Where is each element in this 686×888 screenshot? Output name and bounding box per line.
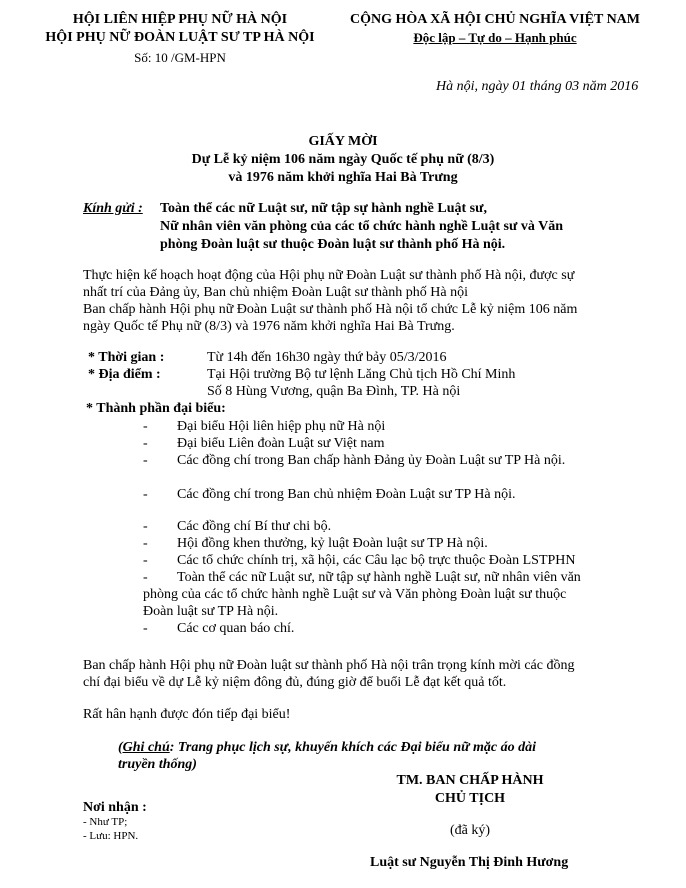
- time-label: * Thời gian :: [88, 350, 165, 365]
- list-dash: -: [143, 453, 148, 468]
- recipient-line-2: Nữ nhân viên văn phòng của các tổ chức hành nghề Luật sư và Văn: [160, 219, 564, 234]
- recipient-line-1: Toàn thể các nữ Luật sư, nữ tập sự hành nghề Luật sư,: [160, 201, 488, 216]
- list-item: Toàn thể các nữ Luật sư, nữ tập sự hành nghề Luật sư, nữ nhân viên văn: [177, 570, 581, 585]
- place-line-1: Tại Hội trường Bộ tư lệnh Lăng Chủ tịch Hồ Chí Minh: [207, 367, 516, 382]
- signature-title-2: CHỦ TỊCH: [434, 791, 506, 806]
- recipient-item: - Lưu: HPN.: [83, 830, 139, 842]
- participants-label: * Thành phần đại biểu:: [86, 401, 226, 416]
- welcome-line: Rất hân hạnh được đón tiếp đại biểu!: [83, 707, 291, 722]
- list-dash: -: [143, 436, 148, 451]
- list-dash: -: [143, 570, 148, 585]
- list-item: Hội đồng khen thưởng, kỷ luật Đoàn luật sư TP Hà nội.: [177, 536, 488, 551]
- place-line-2: Số 8 Hùng Vương, quận Ba Đình, TP. Hà nội: [207, 384, 461, 399]
- intro-line-3: Ban chấp hành Hội phụ nữ Đoàn Luật sư thành phố Hà nội tổ chức Lễ kỷ niệm 106 năm: [83, 302, 578, 317]
- list-item-continued: phòng của các tổ chức hành nghề Luật sư và Văn phòng Đoàn luật sư thuộc: [143, 587, 567, 602]
- motto: Độc lập – Tự do – Hạnh phúc: [413, 30, 577, 45]
- note-text-1: : Trang phục lịch sự, khuyến khích các Đại biểu nữ mặc áo dài: [169, 740, 537, 755]
- org-line-1: HỘI LIÊN HIỆP PHỤ NỮ HÀ NỘI: [72, 12, 288, 27]
- list-dash: -: [143, 621, 148, 636]
- title-sub-1: Dự Lễ kỷ niệm 106 năm ngày Quốc tế phụ nữ (8/3): [191, 152, 495, 167]
- recipients-label: Nơi nhận :: [83, 800, 147, 815]
- list-dash: -: [143, 553, 148, 568]
- list-item: Đại biểu Hội liên hiệp phụ nữ Hà nội: [177, 419, 386, 434]
- signed-mark: (đã ký): [449, 823, 491, 838]
- list-item: Các cơ quan báo chí.: [177, 621, 295, 636]
- list-item: Các đồng chí Bí thư chi bộ.: [177, 519, 332, 534]
- org-line-2: HỘI PHỤ NỮ ĐOÀN LUẬT SƯ TP HÀ NỘI: [45, 30, 315, 45]
- list-dash: -: [143, 487, 148, 502]
- recipient-line-3: phòng Đoàn luật sư thuộc Đoàn luật sư thành phố Hà nội.: [160, 237, 506, 252]
- nation-name: CỘNG HÒA XÃ HỘI CHỦ NGHĨA VIỆT NAM: [349, 12, 640, 27]
- list-dash: -: [143, 419, 148, 434]
- list-item: Các tổ chức chính trị, xã hội, các Câu lạc bộ trực thuộc Đoàn LSTPHN: [177, 553, 576, 568]
- title-sub-2: và 1976 năm khởi nghĩa Hai Bà Trưng: [228, 170, 458, 185]
- date-line: Hà nội, ngày 01 tháng 03 năm 2016: [436, 79, 639, 94]
- page-title: GIẤY MỜI: [308, 134, 378, 149]
- list-item: Các đồng chí trong Ban chủ nhiệm Đoàn Luật sư TP Hà nội.: [177, 487, 516, 502]
- recipient-label: Kính gửi :: [83, 201, 143, 216]
- note-label: (Ghi chú: [118, 740, 170, 755]
- list-item: Đại biểu Liên đoàn Luật sư Việt nam: [177, 436, 385, 451]
- list-dash: -: [143, 519, 148, 534]
- intro-line-1: Thực hiện kế hoạch hoạt động của Hội phụ nữ Đoàn Luật sư thành phố Hà nội, được sự: [83, 268, 575, 283]
- note-line-1: [118, 740, 536, 756]
- closing-line-1: Ban chấp hành Hội phụ nữ Đoàn luật sư thành phố Hà nội trân trọng kính mời các đồng: [83, 658, 575, 673]
- time-value: Từ 14h đến 16h30 ngày thứ bảy 05/3/2016: [207, 350, 447, 365]
- place-label: * Địa điểm :: [88, 367, 161, 382]
- intro-line-4: ngày Quốc tế Phụ nữ (8/3) và 1976 năm khởi nghĩa Hai Bà Trưng.: [83, 319, 455, 334]
- intro-line-2: nhất trí của Đảng ủy, Ban chủ nhiệm Đoàn Luật sư thành phố Hà nội: [83, 285, 468, 300]
- closing-line-2: chí đại biểu về dự Lễ kỷ niệm đông đủ, đúng giờ để buổi Lễ đạt kết quả tốt.: [83, 675, 507, 690]
- signature-title-1: TM. BAN CHẤP HÀNH: [396, 773, 544, 788]
- list-item-continued: Đoàn luật sư TP Hà nội.: [143, 604, 279, 619]
- list-dash: -: [143, 536, 148, 551]
- signer-name: Luật sư Nguyễn Thị Đinh Hương: [370, 855, 569, 870]
- list-item: Các đồng chí trong Ban chấp hành Đảng ủy Đoàn Luật sư TP Hà nội.: [177, 453, 566, 468]
- doc-number: Số: 10 /GM-HPN: [134, 50, 226, 65]
- recipient-item: - Như TP;: [83, 816, 128, 828]
- note-text-2: truyền thống): [118, 757, 197, 772]
